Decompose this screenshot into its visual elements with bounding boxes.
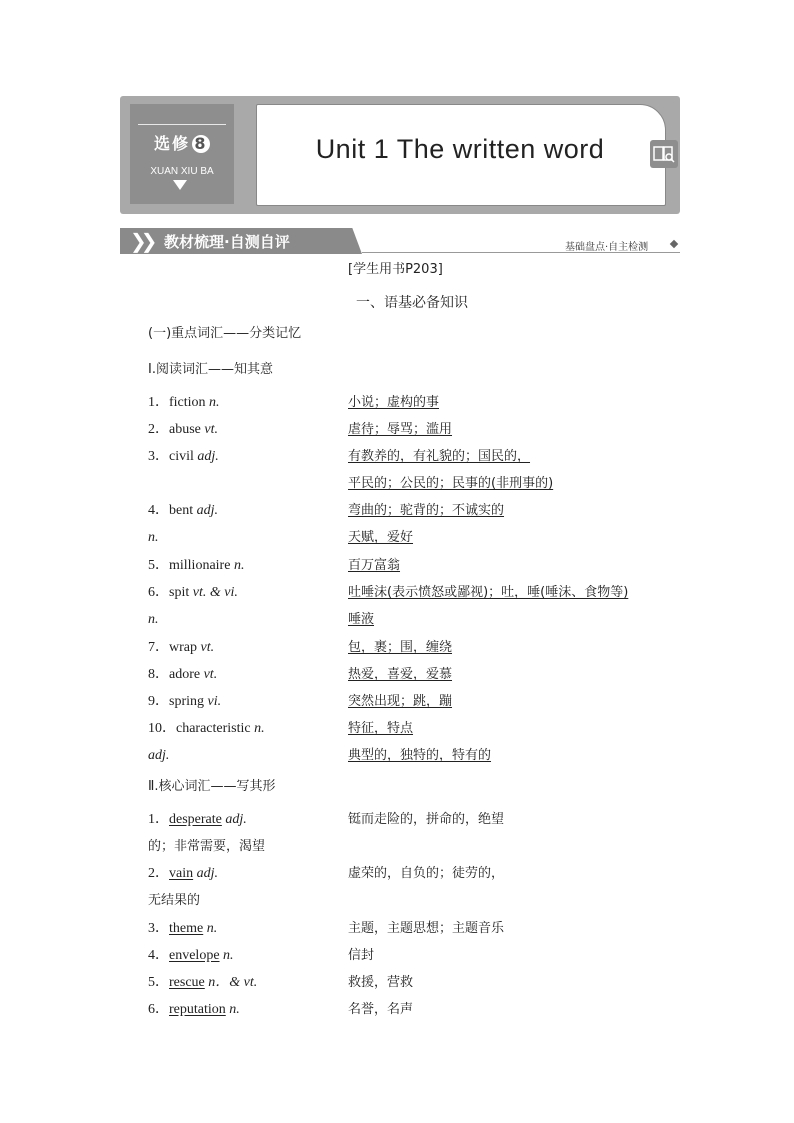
vocab-term xyxy=(148,667,217,683)
badge-title-text: 选修 xyxy=(153,134,190,153)
vocab-meaning-continued: 的；非常需要，渴望 xyxy=(148,839,266,854)
vocab-word: abuse xyxy=(169,422,205,437)
part-of-speech: adj. xyxy=(196,503,218,518)
vocab-meaning: 有教养的，有礼貌的；国民的， xyxy=(348,449,531,464)
item-number: 4． xyxy=(148,948,169,963)
part-of-speech: n. xyxy=(225,1002,240,1017)
vocab-word: civil xyxy=(169,449,198,464)
part-of-speech: adj. xyxy=(197,449,219,464)
vocab-meaning: 虐待；辱骂；滥用 xyxy=(348,422,453,437)
item-number: 2． xyxy=(148,422,169,437)
item-number: 5． xyxy=(148,558,169,573)
vocab-meaning: 吐唾沫(表示愤怒或鄙视)；吐，唾(唾沫、食物等) xyxy=(348,585,629,600)
vocab-word: adore xyxy=(169,667,204,682)
book-search-icon xyxy=(650,140,678,168)
badge-divider xyxy=(138,124,226,125)
vocab-term xyxy=(148,395,220,411)
vocab-meaning: 天赋，爱好 xyxy=(348,530,414,545)
section-right-label: 基础盘点·自主检测 xyxy=(565,242,649,253)
vocab-term xyxy=(148,640,214,656)
item-number: 6． xyxy=(148,1002,169,1017)
badge-subtitle: XUAN XIU BA xyxy=(150,166,214,177)
vocab-meaning: 平民的；公民的；民事的(非刑事的) xyxy=(348,476,554,491)
item-number: 9． xyxy=(148,694,169,709)
vocab-term xyxy=(148,721,265,737)
item-number: 1． xyxy=(148,812,169,827)
part-of-speech: vt. xyxy=(203,667,218,682)
part-of-speech: vt. xyxy=(200,640,215,655)
badge-number: 8 xyxy=(192,135,210,153)
item-number: 3． xyxy=(148,449,169,464)
vocab-word: spring xyxy=(169,694,208,709)
vocab-word: vain xyxy=(169,866,194,881)
part-of-speech: vt. xyxy=(204,422,218,437)
item-number: 2． xyxy=(148,866,169,881)
vocab-word: desperate xyxy=(169,812,222,827)
vocab-word: characteristic xyxy=(176,721,255,736)
vocab-meaning: 救援，营救 xyxy=(348,975,414,990)
main-heading: 一、语基必备知识 xyxy=(356,295,468,311)
item-number: 10． xyxy=(148,721,176,736)
vocab-meaning: 信封 xyxy=(348,948,375,963)
vocab-term xyxy=(148,948,234,964)
vocab-word: rescue xyxy=(169,975,205,990)
part-of-speech: n．& vt. xyxy=(204,975,258,990)
item-number: 6． xyxy=(148,585,169,600)
vocab-meaning: 铤而走险的，拼命的，绝望 xyxy=(348,812,505,827)
part-of-speech: n. xyxy=(209,395,220,410)
vocab-term xyxy=(148,585,238,601)
unit-title: Unit 1 The written word xyxy=(315,134,605,164)
subheading-core: Ⅱ.核心词汇——写其形 xyxy=(148,779,276,794)
part-of-speech: n. xyxy=(254,721,265,736)
part-heading: (一)重点词汇——分类记忆 xyxy=(148,326,302,341)
part-of-speech: n. xyxy=(148,612,159,627)
item-number: 3． xyxy=(148,921,169,936)
vocab-term xyxy=(148,866,218,882)
item-number: 5． xyxy=(148,975,169,990)
part-of-speech: vt. & vi. xyxy=(192,585,238,600)
vocab-term xyxy=(148,748,169,764)
vocab-meaning: 典型的，独特的，特有的 xyxy=(348,748,492,763)
diamond-icon xyxy=(670,240,678,248)
vocab-meaning: 小说；虚构的事 xyxy=(348,395,440,410)
badge-title xyxy=(134,131,230,154)
vocab-term xyxy=(148,422,218,438)
vocab-meaning: 百万富翁 xyxy=(348,558,401,573)
vocab-word: bent xyxy=(169,503,197,518)
part-of-speech: n. xyxy=(148,530,159,545)
vocab-term xyxy=(148,558,244,574)
part-of-speech: adj. xyxy=(221,812,247,827)
vocab-term xyxy=(148,921,217,937)
subheading-reading: Ⅰ.阅读词汇——知其意 xyxy=(148,362,273,377)
item-number: 1． xyxy=(148,395,169,410)
book-reference: [学生用书P203] xyxy=(348,262,443,277)
item-number: 7． xyxy=(148,640,169,655)
vocab-meaning: 虚荣的，自负的；徒劳的， xyxy=(348,866,505,881)
part-of-speech: adj. xyxy=(193,866,218,881)
vocab-term xyxy=(148,975,257,991)
part-of-speech: adj. xyxy=(148,748,170,763)
vocab-word: theme xyxy=(169,921,204,936)
double-chevron-icon: ❯❯ xyxy=(130,229,152,253)
vocab-term xyxy=(148,503,218,519)
vocab-meaning: 包，裹；围，缠绕 xyxy=(348,640,453,655)
vocab-word: envelope xyxy=(169,948,220,963)
vocab-meaning: 主题，主题思想；主题音乐 xyxy=(348,921,505,936)
vocab-meaning: 唾液 xyxy=(348,612,375,627)
vocab-word: millionaire xyxy=(169,558,234,573)
item-number: 8． xyxy=(148,667,169,682)
vocab-meaning: 热爱，喜爱，爱慕 xyxy=(348,667,453,682)
vocab-term xyxy=(148,530,159,546)
triangle-down-icon xyxy=(173,180,187,190)
vocab-meaning: 特征，特点 xyxy=(348,721,414,736)
vocab-word: reputation xyxy=(169,1002,226,1017)
vocab-word: wrap xyxy=(169,640,201,655)
item-number: 4． xyxy=(148,503,169,518)
vocab-word: spit xyxy=(169,585,193,600)
part-of-speech: n. xyxy=(203,921,218,936)
part-of-speech: vi. xyxy=(207,694,222,709)
vocab-term xyxy=(148,612,159,628)
part-of-speech: n. xyxy=(233,558,245,573)
vocab-meaning: 突然出现；跳，蹦 xyxy=(348,694,453,709)
vocab-meaning-continued: 无结果的 xyxy=(148,893,201,908)
vocab-meaning: 弯曲的；驼背的；不诚实的 xyxy=(348,503,505,518)
vocab-term xyxy=(148,812,247,828)
vocab-word: fiction xyxy=(169,395,210,410)
vocab-term xyxy=(148,694,221,710)
vocab-meaning: 名誉，名声 xyxy=(348,1002,414,1017)
part-of-speech: n. xyxy=(219,948,234,963)
vocab-term xyxy=(148,1002,240,1018)
vocab-term xyxy=(148,449,219,465)
section-title: 教材梳理·自测自评 xyxy=(164,233,290,251)
